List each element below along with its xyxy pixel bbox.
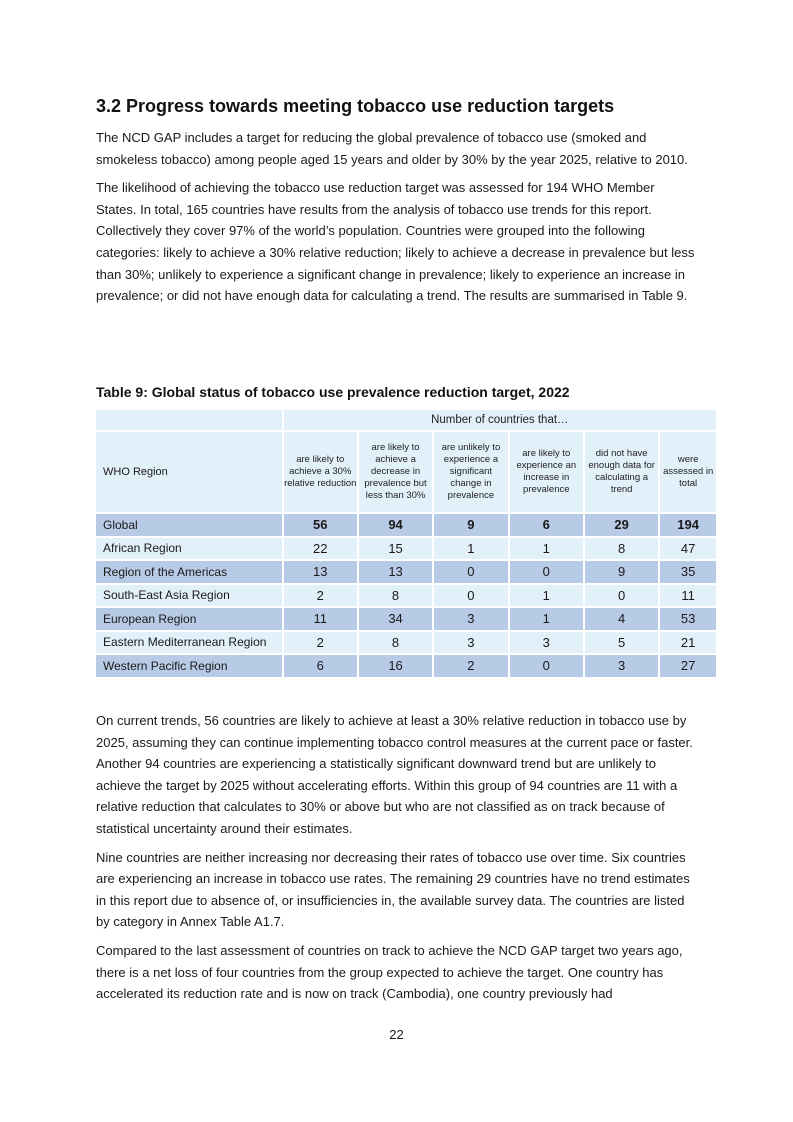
value-cell: 56 bbox=[284, 514, 357, 536]
section-bottom bbox=[96, 710, 698, 1005]
value-cell: 8 bbox=[585, 538, 658, 560]
status-table bbox=[94, 408, 718, 679]
column-header: are likely to experience an increase in prevalence bbox=[510, 432, 583, 512]
value-cell: 3 bbox=[510, 632, 583, 654]
value-cell: 4 bbox=[585, 608, 658, 630]
value-cell: 9 bbox=[434, 514, 507, 536]
value-cell: 53 bbox=[660, 608, 716, 630]
value-cell: 3 bbox=[585, 655, 658, 677]
region-cell: South-East Asia Region bbox=[96, 585, 282, 607]
region-cell: Eastern Mediterranean Region bbox=[96, 632, 282, 654]
value-cell: 0 bbox=[434, 561, 507, 583]
column-header: did not have enough data for calculating a trend bbox=[585, 432, 658, 512]
value-cell: 11 bbox=[660, 585, 716, 607]
value-cell: 0 bbox=[434, 585, 507, 607]
value-cell: 5 bbox=[585, 632, 658, 654]
value-cell: 2 bbox=[284, 585, 357, 607]
value-cell: 15 bbox=[359, 538, 432, 560]
column-header: are likely to achieve a decrease in prevalence but less than 30% bbox=[359, 432, 432, 512]
table-row bbox=[96, 514, 716, 536]
value-cell: 16 bbox=[359, 655, 432, 677]
region-cell: Global bbox=[96, 514, 282, 536]
value-cell: 1 bbox=[510, 608, 583, 630]
value-cell: 6 bbox=[510, 514, 583, 536]
section-top bbox=[96, 94, 698, 307]
nine-countries-paragraph: Nine countries are neither increasing nor decreasing their rates of tobacco use over time. Six countries are experiencing an increase in tobacco use rates. The remaining 29 countries have no trend estimates in this report due to absence of, or insufficiencies in, the available survey data. The countries are listed by category in Annex Table A1.7. bbox=[96, 849, 690, 930]
value-cell: 21 bbox=[660, 632, 716, 654]
value-cell: 13 bbox=[284, 561, 357, 583]
value-cell: 47 bbox=[660, 538, 716, 560]
value-cell: 3 bbox=[434, 632, 507, 654]
comparison-paragraph: Compared to the last assessment of countries on track to achieve the NCD GAP target two years ago, there is a net loss of four countries from the group expected to achieve the target. One country has accelerated its reduction rate and is now on track (Cambodia), one country previously had bbox=[96, 942, 683, 1002]
value-cell: 27 bbox=[660, 655, 716, 677]
table-row bbox=[96, 632, 716, 654]
value-cell: 0 bbox=[510, 655, 583, 677]
value-cell: 8 bbox=[359, 585, 432, 607]
region-column-header: WHO Region bbox=[96, 432, 282, 512]
column-header: are likely to achieve a 30% relative reduction bbox=[284, 432, 357, 512]
table-row bbox=[96, 585, 716, 607]
value-cell: 194 bbox=[660, 514, 716, 536]
value-cell: 2 bbox=[434, 655, 507, 677]
value-cell: 11 bbox=[284, 608, 357, 630]
group-header: Number of countries that… bbox=[284, 410, 716, 430]
value-cell: 8 bbox=[359, 632, 432, 654]
table-corner bbox=[96, 410, 282, 430]
region-cell: African Region bbox=[96, 538, 282, 560]
value-cell: 94 bbox=[359, 514, 432, 536]
value-cell: 0 bbox=[510, 561, 583, 583]
value-cell: 0 bbox=[585, 585, 658, 607]
region-cell: Region of the Americas bbox=[96, 561, 282, 583]
region-cell: European Region bbox=[96, 608, 282, 630]
page-number: 22 bbox=[389, 1027, 404, 1042]
table-row bbox=[96, 561, 716, 583]
assessment-paragraph: The likelihood of achieving the tobacco use reduction target was assessed for 194 WHO Member States. In total, 165 countries have results from the analysis of tobacco use trends for this report. Collectively they cover 97% of the world’s population. Countries were grouped into the following categories: likely to achieve a 30% relative reduction; likely to achieve a decrease in prevalence but less than 30%; unlikely to experience a significant change in prevalence; likely to experience an increase in prevalence; or did not have enough data for calculating a trend. The results are summarised in Table 9. bbox=[96, 180, 695, 304]
value-cell: 22 bbox=[284, 538, 357, 560]
value-cell: 1 bbox=[510, 585, 583, 607]
value-cell: 1 bbox=[434, 538, 507, 560]
trends-paragraph: On current trends, 56 countries are likely to achieve at least a 30% relative reduction in tobacco use by 2025, assuming they can continue implementing tobacco control measures at the current pace or faster. Another 94 countries are experiencing a statistically significant downward trend but are unlikely to achieve the target by 2025 without accelerating efforts. Within this group of 94 countries are 11 with a relative reduction that calculates to 30% or above but who are not classified as on track because of statistical uncertainty around their estimates. bbox=[96, 713, 693, 836]
value-cell: 9 bbox=[585, 561, 658, 583]
column-header: were assessed in total bbox=[660, 432, 716, 512]
value-cell: 6 bbox=[284, 655, 357, 677]
table-row bbox=[96, 655, 716, 677]
table-row bbox=[96, 608, 716, 630]
section-heading: 3.2 Progress towards meeting tobacco use reduction targets bbox=[96, 96, 615, 116]
region-cell: Western Pacific Region bbox=[96, 655, 282, 677]
value-cell: 2 bbox=[284, 632, 357, 654]
value-cell: 1 bbox=[510, 538, 583, 560]
value-cell: 13 bbox=[359, 561, 432, 583]
value-cell: 34 bbox=[359, 608, 432, 630]
intro-paragraph: The NCD GAP includes a target for reducing the global prevalence of tobacco use (smoked and smokeless tobacco) among people aged 15 years and older by 30% by the year 2025, relative to 2010. bbox=[96, 130, 688, 167]
column-header: are unlikely to experience a significant change in prevalence bbox=[434, 432, 507, 512]
value-cell: 29 bbox=[585, 514, 658, 536]
table-row bbox=[96, 538, 716, 560]
table-title: Table 9: Global status of tobacco use prevalence reduction target, 2022 bbox=[96, 384, 570, 400]
value-cell: 35 bbox=[660, 561, 716, 583]
value-cell: 3 bbox=[434, 608, 507, 630]
